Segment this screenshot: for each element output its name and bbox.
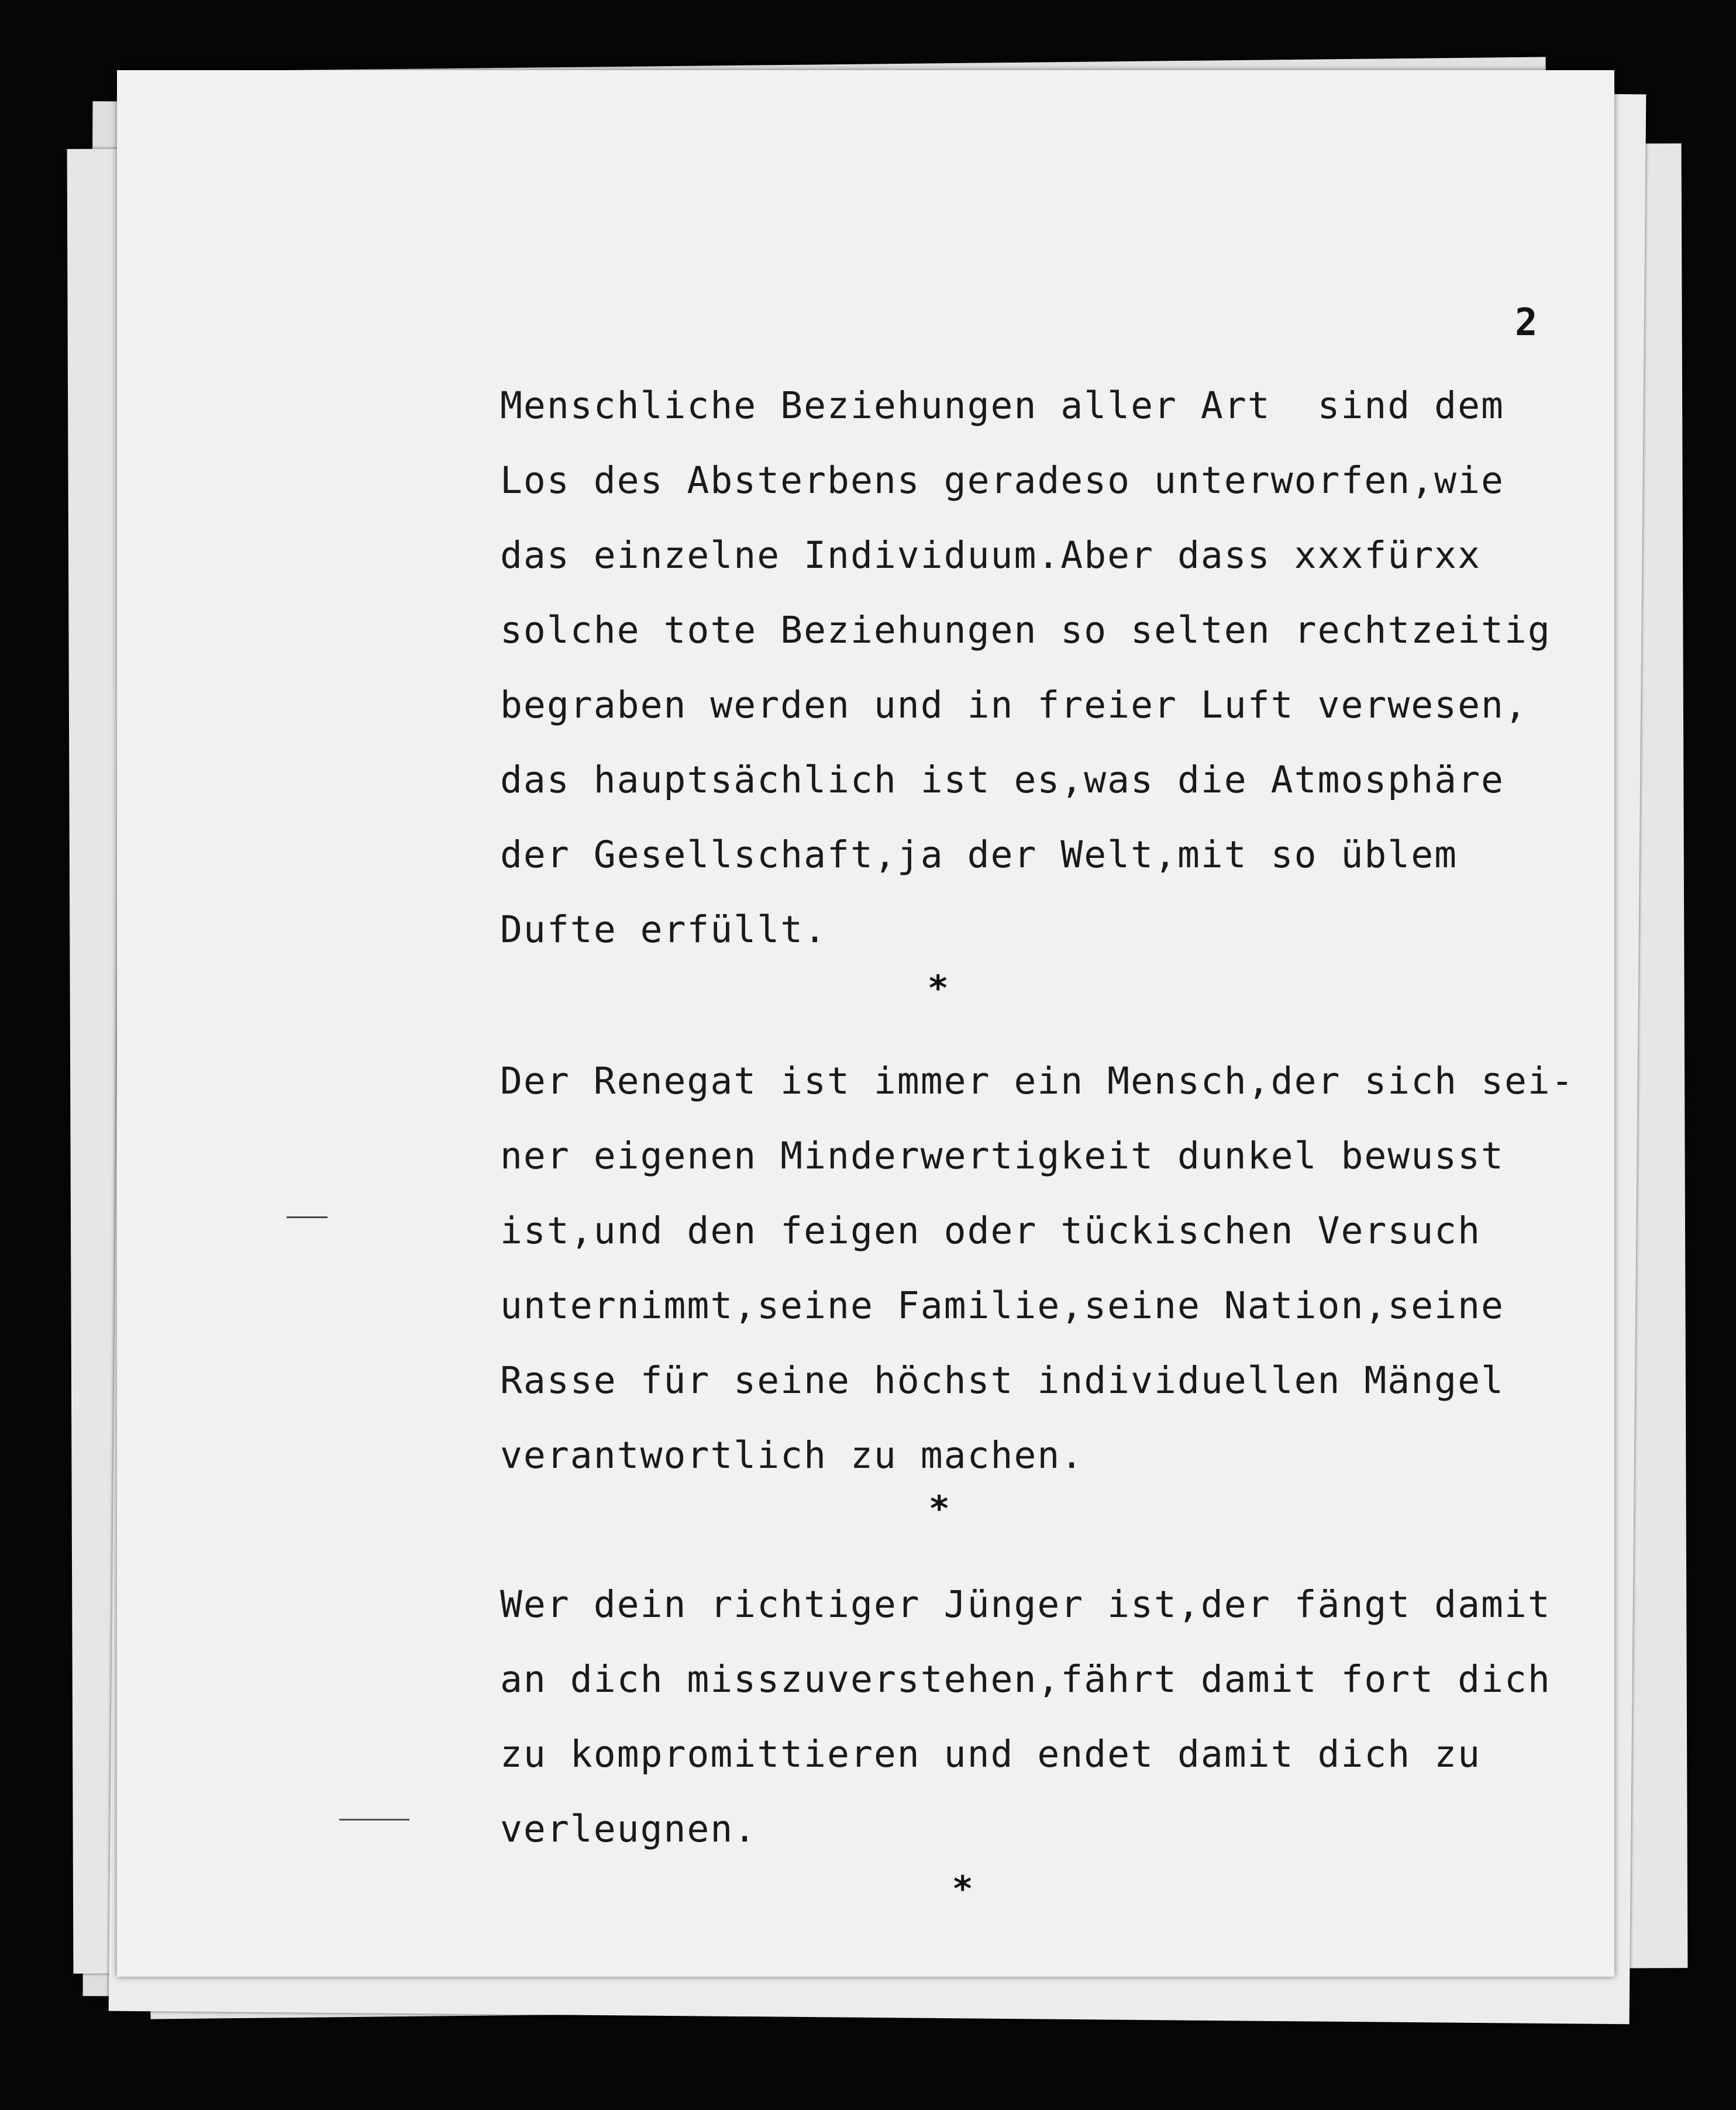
text-line: begraben werden und in freier Luft verwesen, xyxy=(500,684,1528,726)
text-line: das hauptsächlich ist es,was die Atmosphäre xyxy=(500,759,1504,801)
text-line: solche tote Beziehungen so selten rechtzeitig xyxy=(500,609,1551,651)
text-line: verantwortlich zu machen. xyxy=(500,1434,1084,1477)
text-line: unternimmt,seine Familie,seine Nation,seine xyxy=(500,1284,1504,1327)
section-separator: * xyxy=(953,1868,972,1909)
typed-page xyxy=(117,70,1614,1977)
text-line: Los des Absterbens geradeso unterworfen,wie xyxy=(500,459,1504,502)
section-separator: * xyxy=(930,1488,949,1529)
text-line: Dufte erfüllt. xyxy=(500,908,828,951)
text-line: ner eigenen Minderwertigkeit dunkel bewusst xyxy=(500,1135,1504,1177)
text-line: das einzelne Individuum.Aber dass xxxfürxx xyxy=(500,534,1482,577)
text-line: zu kompromittieren und endet damit dich zu xyxy=(500,1733,1482,1775)
page-number: 2 xyxy=(1515,301,1538,344)
text-line: ist,und den feigen oder tückischen Versuch xyxy=(500,1209,1482,1252)
text-line: Der Renegat ist immer ein Mensch,der sich sei- xyxy=(500,1060,1575,1102)
text-line: der Gesellschaft,ja der Welt,mit so üblem xyxy=(500,833,1458,876)
text-line: Rasse für seine höchst individuellen Mängel xyxy=(500,1359,1504,1402)
paragraph-2 xyxy=(500,1044,1575,1493)
paragraph-3 xyxy=(500,1567,1551,1867)
text-line: verleugnen. xyxy=(500,1808,757,1850)
paragraph-1 xyxy=(500,368,1551,967)
text-line: Wer dein richtiger Jünger ist,der fängt damit xyxy=(500,1583,1551,1626)
text-line: Menschliche Beziehungen aller Art sind dem xyxy=(500,384,1504,427)
margin-mark xyxy=(339,1819,409,1821)
text-line: an dich misszuverstehen,fährt damit fort dich xyxy=(500,1658,1551,1701)
section-separator: * xyxy=(929,968,948,1009)
margin-mark xyxy=(287,1216,328,1218)
